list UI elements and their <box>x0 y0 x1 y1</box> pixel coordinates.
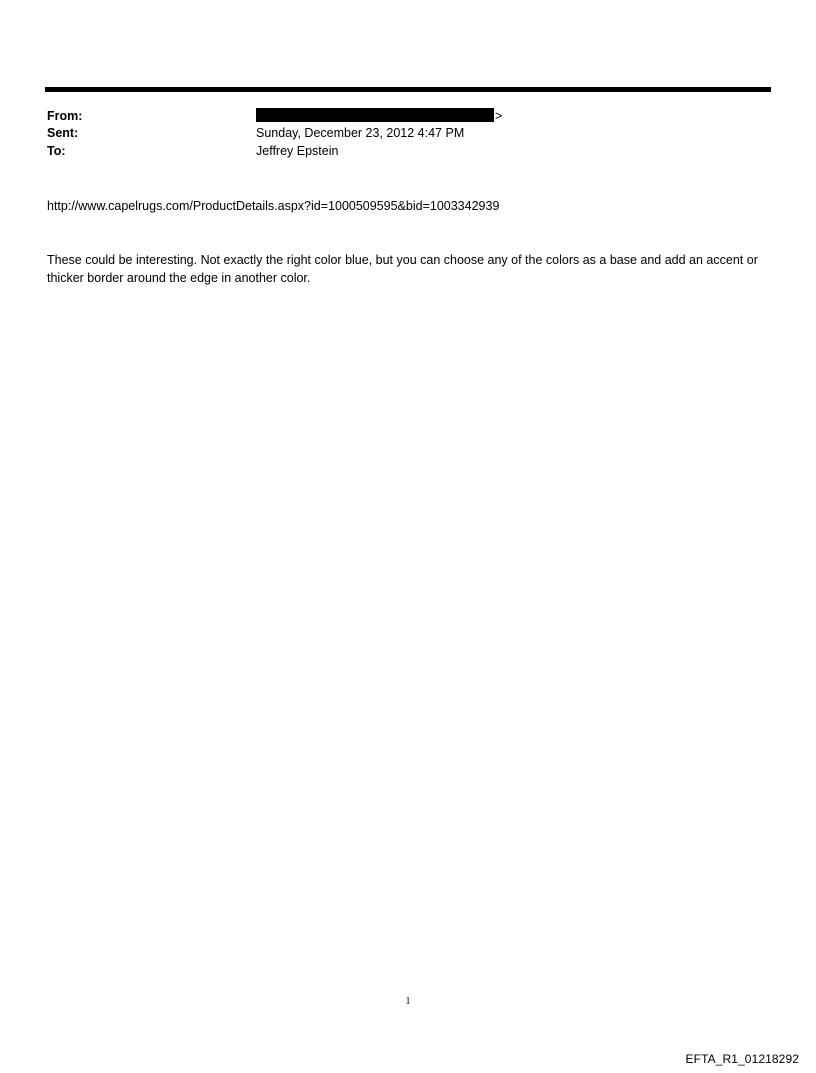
page-number: 1 <box>405 996 411 1007</box>
document-id: EFTA_R1_01218292 <box>685 1052 799 1066</box>
from-value-trailing: > <box>495 109 503 123</box>
email-body-paragraph: These could be interesting. Not exactly the right color blue, but you can choose any of the colors as a base and add an accent or thicker border around the edge in another color. <box>47 253 758 285</box>
sent-label: Sent: <box>47 126 79 140</box>
to-row <box>47 143 747 160</box>
sent-value: Sunday, December 23, 2012 4:47 PM <box>256 126 465 140</box>
to-label: To: <box>47 144 66 158</box>
from-row <box>47 108 747 125</box>
header-divider <box>45 87 771 92</box>
sent-row <box>47 125 747 142</box>
redaction-block <box>256 108 494 122</box>
from-value <box>256 108 502 125</box>
product-link[interactable]: http://www.capelrugs.com/ProductDetails.aspx?id=1000509595&bid=1003342939 <box>47 199 500 213</box>
from-label: From: <box>47 109 83 123</box>
to-value: Jeffrey Epstein <box>256 144 339 158</box>
